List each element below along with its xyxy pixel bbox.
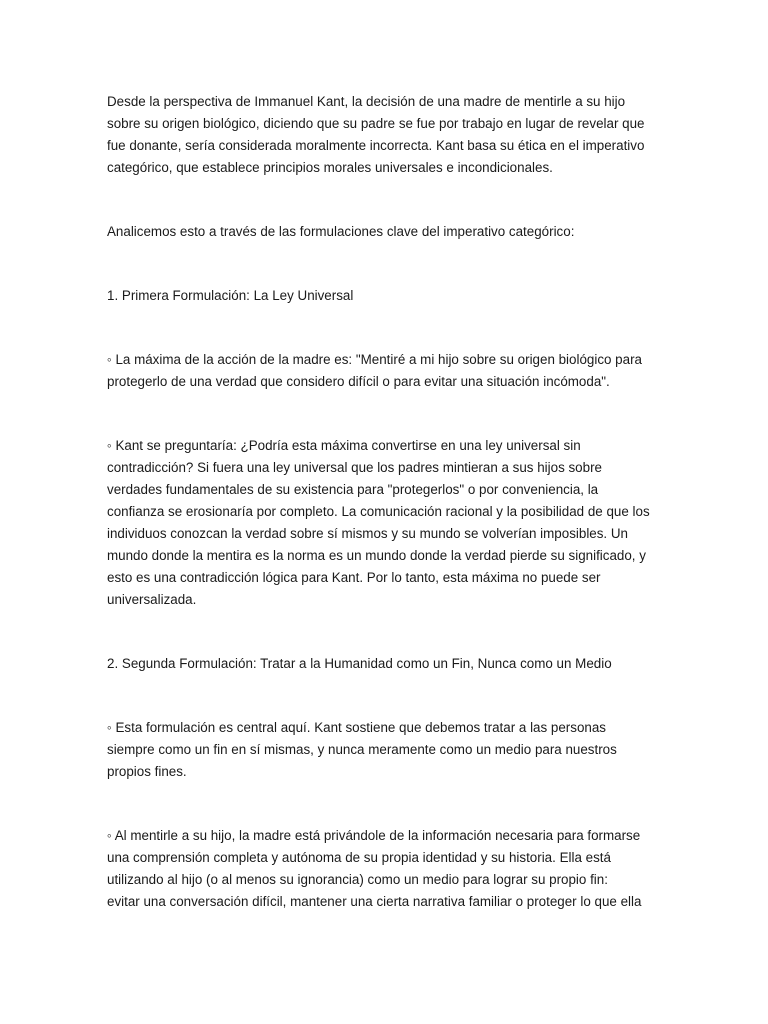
text-line: contradicción? Si fuera una ley universal que los padres mintieran a sus hijos sobre [107,460,602,475]
paragraph-maxim [107,349,663,393]
paragraph-means [107,825,663,913]
paragraph-analysis-intro [107,221,663,243]
text-line: verdades fundamentales de su existencia para "protegerlos" o por conveniencia, la [107,482,599,497]
text-line: evitar una conversación difícil, mantener una cierta narrativa familiar o proteger lo que ella [107,894,642,909]
text-line: categórico, que establece principios morales universales e incondicionales. [107,160,553,175]
text-line: ◦ La máxima de la acción de la madre es: "Mentiré a mi hijo sobre su origen biológico para [107,352,642,367]
document-body [107,91,663,913]
heading-second-formulation [107,653,663,675]
text-line: sobre su origen biológico, diciendo que su padre se fue por trabajo en lugar de revelar que [107,116,645,131]
text-line: siempre como un fin en sí mismas, y nunca meramente como un medio para nuestros [107,742,617,757]
paragraph-intro [107,91,663,179]
heading-first-formulation [107,285,663,307]
text-line: Analicemos esto a través de las formulaciones clave del imperativo categórico: [107,224,575,239]
text-line: universalizada. [107,592,197,607]
text-line: confianza se erosionaría por completo. La comunicación racional y la posibilidad de que los [107,504,650,519]
text-line: 2. Segunda Formulación: Tratar a la Humanidad como un Fin, Nunca como un Medio [107,656,612,671]
paragraph-universal-law [107,435,663,611]
text-line: 1. Primera Formulación: La Ley Universal [107,288,354,303]
text-line: ◦ Kant se preguntaría: ¿Podría esta máxima convertirse en una ley universal sin [107,438,581,453]
paragraph-humanity [107,717,663,783]
text-line: protegerlo de una verdad que considero difícil o para evitar una situación incómoda". [107,374,610,389]
text-line: mundo donde la mentira es la norma es un mundo donde la verdad pierde su significado, y [107,548,646,563]
text-line: esto es una contradicción lógica para Kant. Por lo tanto, esta máxima no puede ser [107,570,601,585]
text-line: una comprensión completa y autónoma de su propia identidad y su historia. Ella está [107,850,611,865]
text-line: utilizando al hijo (o al menos su ignorancia) como un medio para lograr su propio fin: [107,872,608,887]
text-line: ◦ Al mentirle a su hijo, la madre está privándole de la información necesaria para formarse [107,828,641,843]
text-line: Desde la perspectiva de Immanuel Kant, la decisión de una madre de mentirle a su hijo [107,94,626,109]
text-line: individuos conozcan la verdad sobre sí mismos y su mundo se volverían imposibles. Un [107,526,628,541]
text-line: propios fines. [107,764,187,779]
text-line: fue donante, sería considerada moralmente incorrecta. Kant basa su ética en el imperativo [107,138,645,153]
text-line: ◦ Esta formulación es central aquí. Kant sostiene que debemos tratar a las personas [107,720,606,735]
